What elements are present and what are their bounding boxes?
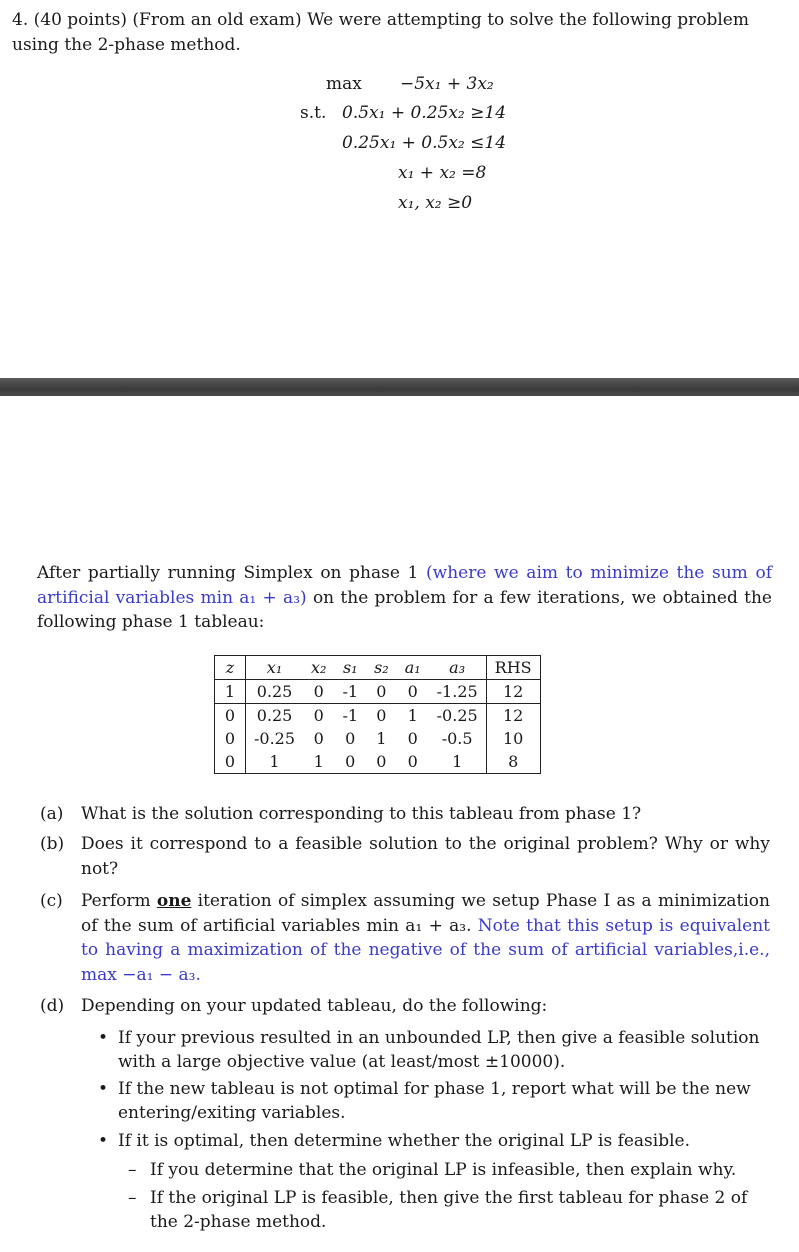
tableau-cell: 0 — [215, 750, 246, 774]
constraint-2: 0.25x₁ + 0.5x₂ ≤14 — [342, 133, 507, 153]
list-item — [98, 1027, 770, 1074]
question-text: Does it correspond to a feasible solution to the original problem? Why or why not? — [81, 834, 770, 879]
question-c-before: Perform — [81, 891, 157, 911]
tableau-cell: 0 — [313, 706, 324, 725]
tableau-header: x₂ — [303, 656, 334, 680]
tableau-cell: 0 — [366, 680, 397, 704]
tableau-cell: 1 — [407, 706, 418, 725]
tableau-row — [215, 750, 541, 774]
page-divider — [0, 378, 799, 396]
question-text — [81, 889, 770, 987]
st-label: s.t. — [300, 103, 327, 123]
sub-list-item — [128, 1158, 770, 1182]
tableau-cell: -1 — [334, 680, 366, 704]
tableau-cell: 0 — [215, 727, 246, 750]
tableau-cell: 1 — [246, 750, 304, 774]
tableau-header-row — [215, 656, 541, 680]
tableau-header: RHS — [486, 656, 540, 680]
tableau-cell: 0 — [376, 706, 387, 725]
tableau-header: s₂ — [366, 656, 397, 680]
question-c-after: iteration of simplex assuming we setup Phase I as a minimization of the sum of artificial variables min a₁ + a₃. — [81, 891, 770, 936]
constraint-4: x₁, x₂ ≥0 — [398, 193, 473, 213]
bullet-icon: • — [98, 1131, 109, 1151]
question-d — [40, 994, 770, 1019]
list-item — [98, 1130, 770, 1154]
tableau-cell: 0.25 — [256, 706, 293, 725]
tableau-cell: 0 — [313, 729, 324, 748]
tableau-cell: 1 — [303, 750, 334, 774]
question-text: What is the solution corresponding to this tableau from phase 1? — [81, 804, 642, 824]
question-a — [40, 802, 770, 827]
tableau-cell: 0 — [303, 680, 334, 704]
question-b — [40, 832, 770, 881]
tableau-header: a₁ — [397, 656, 429, 680]
dash-icon: – — [128, 1188, 137, 1208]
tableau-cell: 0 — [215, 704, 246, 728]
question-c-emphasis: one — [156, 891, 192, 911]
question-c-note: Note that this setup is equivalent to having a maximization of the negative of the sum of artificial variables,i.e., max −a₁ − a₃. — [81, 915, 770, 985]
tableau-cell: 10 — [486, 727, 540, 750]
question-text: Depending on your updated tableau, do the following: — [81, 996, 548, 1016]
tableau-cell: 1 — [376, 729, 387, 748]
question-label: (d) — [40, 996, 65, 1016]
bullet-icon: • — [98, 1028, 109, 1048]
list-item-text: If the original LP is feasible, then give the first tableau for phase 2 of the 2-phase method. — [150, 1188, 748, 1232]
phase1-tableau — [214, 655, 541, 774]
list-item-text: If your previous resulted in an unbounded LP, then give a feasible solution with a large objective value (at least/most ±10000). — [118, 1028, 760, 1072]
question-label: (a) — [40, 804, 64, 824]
objective-label: max — [326, 74, 362, 94]
tableau-row — [215, 704, 541, 728]
tableau-cell: 1 — [429, 750, 487, 774]
list-item-text: If it is optimal, then determine whether the original LP is feasible. — [118, 1131, 691, 1151]
tableau-cell: -1 — [342, 706, 359, 725]
tableau-cell: 0 — [397, 750, 429, 774]
tableau-cell: 1 — [215, 680, 246, 704]
intro-highlight: (where we aim to minimize the sum of artificial variables min a₁ + a₃) — [37, 563, 772, 608]
objective-expression: −5x₁ + 3x₂ — [400, 74, 494, 94]
intro-before: After partially running Simplex on phase 1 — [37, 563, 427, 583]
tableau-cell: 12 — [486, 704, 540, 728]
tableau-cell: 0 — [345, 729, 356, 748]
sub-list-item — [128, 1186, 770, 1234]
question-c — [40, 889, 770, 987]
tableau-cell: 0 — [366, 750, 397, 774]
tableau-header: a₃ — [429, 656, 487, 680]
tableau-row — [215, 680, 541, 704]
tableau-cell: -1.25 — [429, 680, 487, 704]
tableau-cell: -0.25 — [254, 729, 296, 748]
intro-paragraph — [37, 561, 772, 635]
tableau-cell: 0.25 — [246, 680, 304, 704]
tableau-cell: 8 — [486, 750, 540, 774]
tableau-row — [215, 727, 541, 750]
tableau-cell: 12 — [486, 680, 540, 704]
dash-icon: – — [128, 1160, 137, 1180]
problem-title: 4. (40 points) (From an old exam) We were attempting to solve the following problem using the 2-phase method. — [12, 10, 749, 55]
tableau-cell: -0.25 — [436, 706, 478, 725]
tableau-header: s₁ — [334, 656, 366, 680]
intro-after: on the problem for a few iterations, we obtained the following phase 1 tableau: — [37, 587, 772, 632]
list-item — [98, 1078, 770, 1125]
tableau-cell: 0 — [407, 729, 418, 748]
list-item-text: If the new tableau is not optimal for phase 1, report what will be the new entering/exiting variables. — [118, 1079, 751, 1123]
question-label: (c) — [40, 891, 63, 911]
bullet-icon: • — [98, 1079, 109, 1099]
tableau-header: x₁ — [246, 656, 304, 680]
tableau-cell: 0 — [334, 750, 366, 774]
list-item-text: If you determine that the original LP is infeasible, then explain why. — [150, 1160, 737, 1180]
constraint-3: x₁ + x₂ =8 — [398, 163, 487, 183]
tableau-cell: -0.5 — [441, 729, 473, 748]
tableau-cell: 0 — [397, 680, 429, 704]
tableau-header: z — [215, 656, 246, 680]
constraint-1: 0.5x₁ + 0.25x₂ ≥14 — [342, 103, 507, 123]
question-label: (b) — [40, 834, 65, 854]
